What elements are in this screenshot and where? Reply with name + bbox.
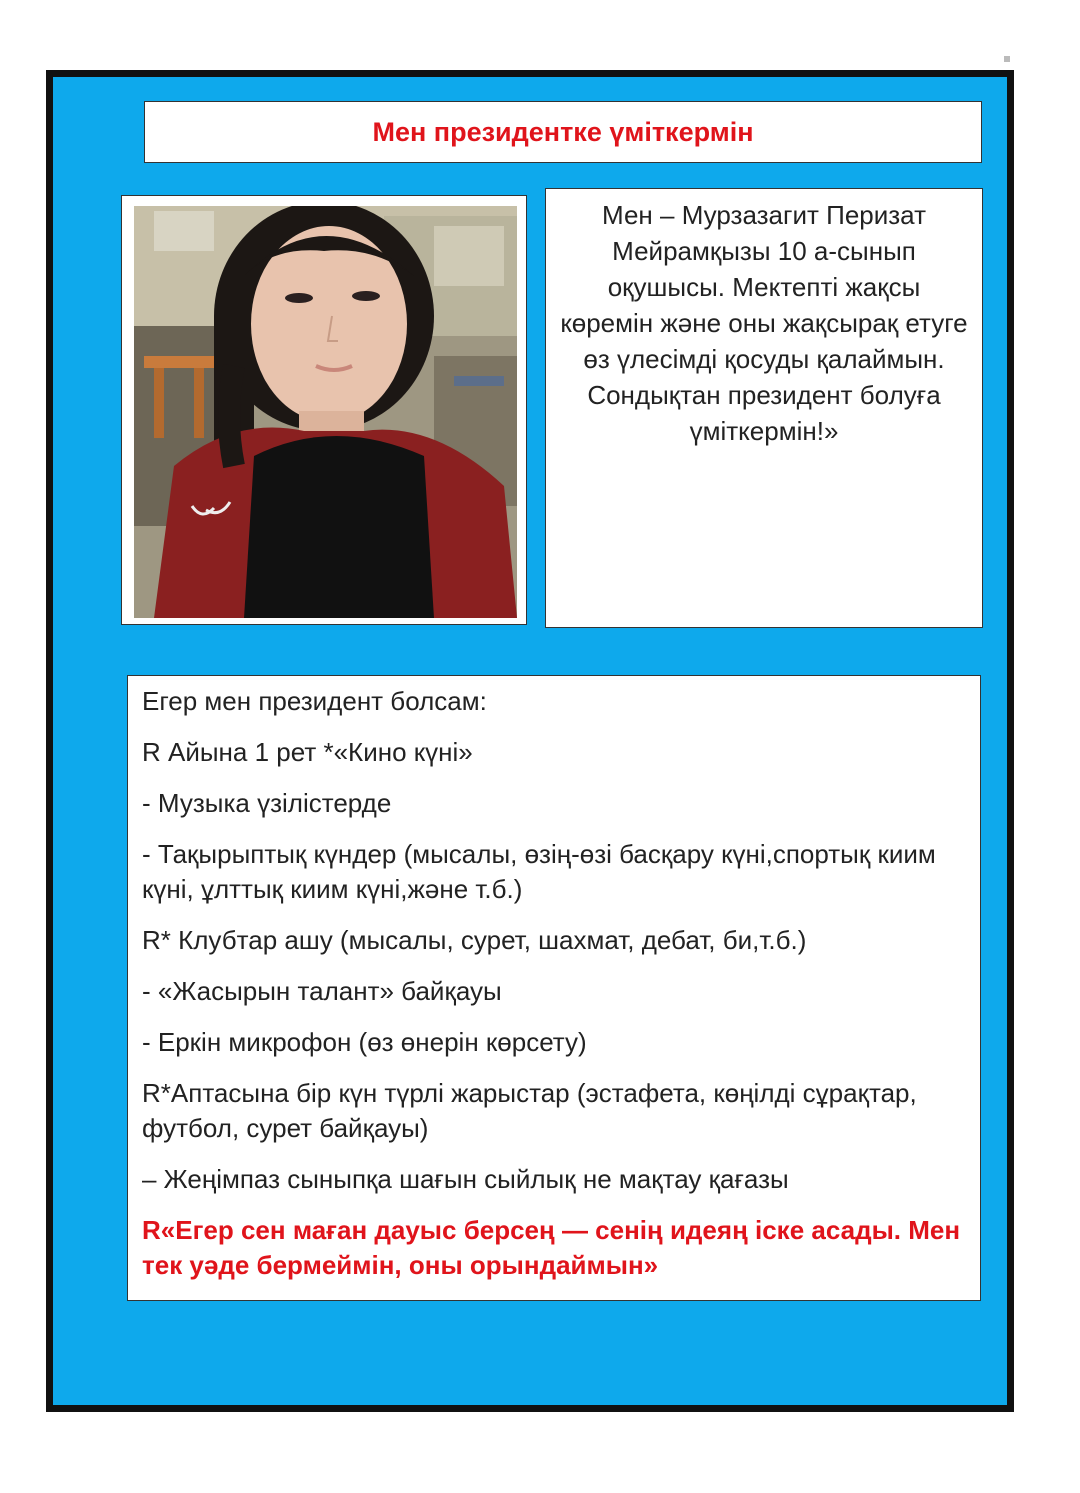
poster [46, 70, 1014, 1412]
list-item: - «Жасырын талант» байқауы [142, 976, 502, 1006]
list-item: – Жеңімпаз сыныпқа шағын сыйлық не мақтау қағазы [142, 1164, 789, 1194]
photo-frame [121, 195, 527, 625]
page-title: Мен президентке үміткермін [372, 116, 754, 147]
list-item: - Еркін микрофон (өз өнерін көрсету) [142, 1027, 587, 1057]
list-item: - Тақырыптық күндер (мысалы, өзің-өзі басқару күні,спортық киим күні, ұлттық киим күні,және т.б.) [142, 839, 936, 904]
list-item: R* Клубтар ашу (мысалы, сурет, шахмат, дебат, би,т.б.) [142, 925, 807, 955]
program-box [127, 675, 981, 1301]
intro-text: Мен – Мурзазагит Перизат Мейрамқызы 10 а-сынып оқушысы. Мектепті жақсы көремін және оны жақсырақ етуге өз үлесімді қосуды қалаймын. Сондықтан президент болуға үміткермін!» [560, 200, 968, 446]
title-box [144, 101, 982, 163]
slogan: R«Егер сен маған дауыс берсең — сенің идеяң іске асады. Мен тек уәде бермеймін, оны орындаймын» [142, 1215, 961, 1280]
portrait-photo-icon [134, 206, 517, 618]
list-item: R*Аптасына бір күн түрлі жарыстар (эстафета, көңілді сұрақтар, футбол, сурет байқауы) [142, 1078, 917, 1143]
intro-box [545, 188, 983, 628]
program-heading: Егер мен президент болсам: [142, 686, 487, 716]
list-item: - Музыка үзілістерде [142, 788, 392, 818]
program-list [128, 676, 980, 1283]
corner-mark [1004, 56, 1010, 62]
list-item: R Айына 1 рет *«Кино күні» [142, 737, 473, 767]
